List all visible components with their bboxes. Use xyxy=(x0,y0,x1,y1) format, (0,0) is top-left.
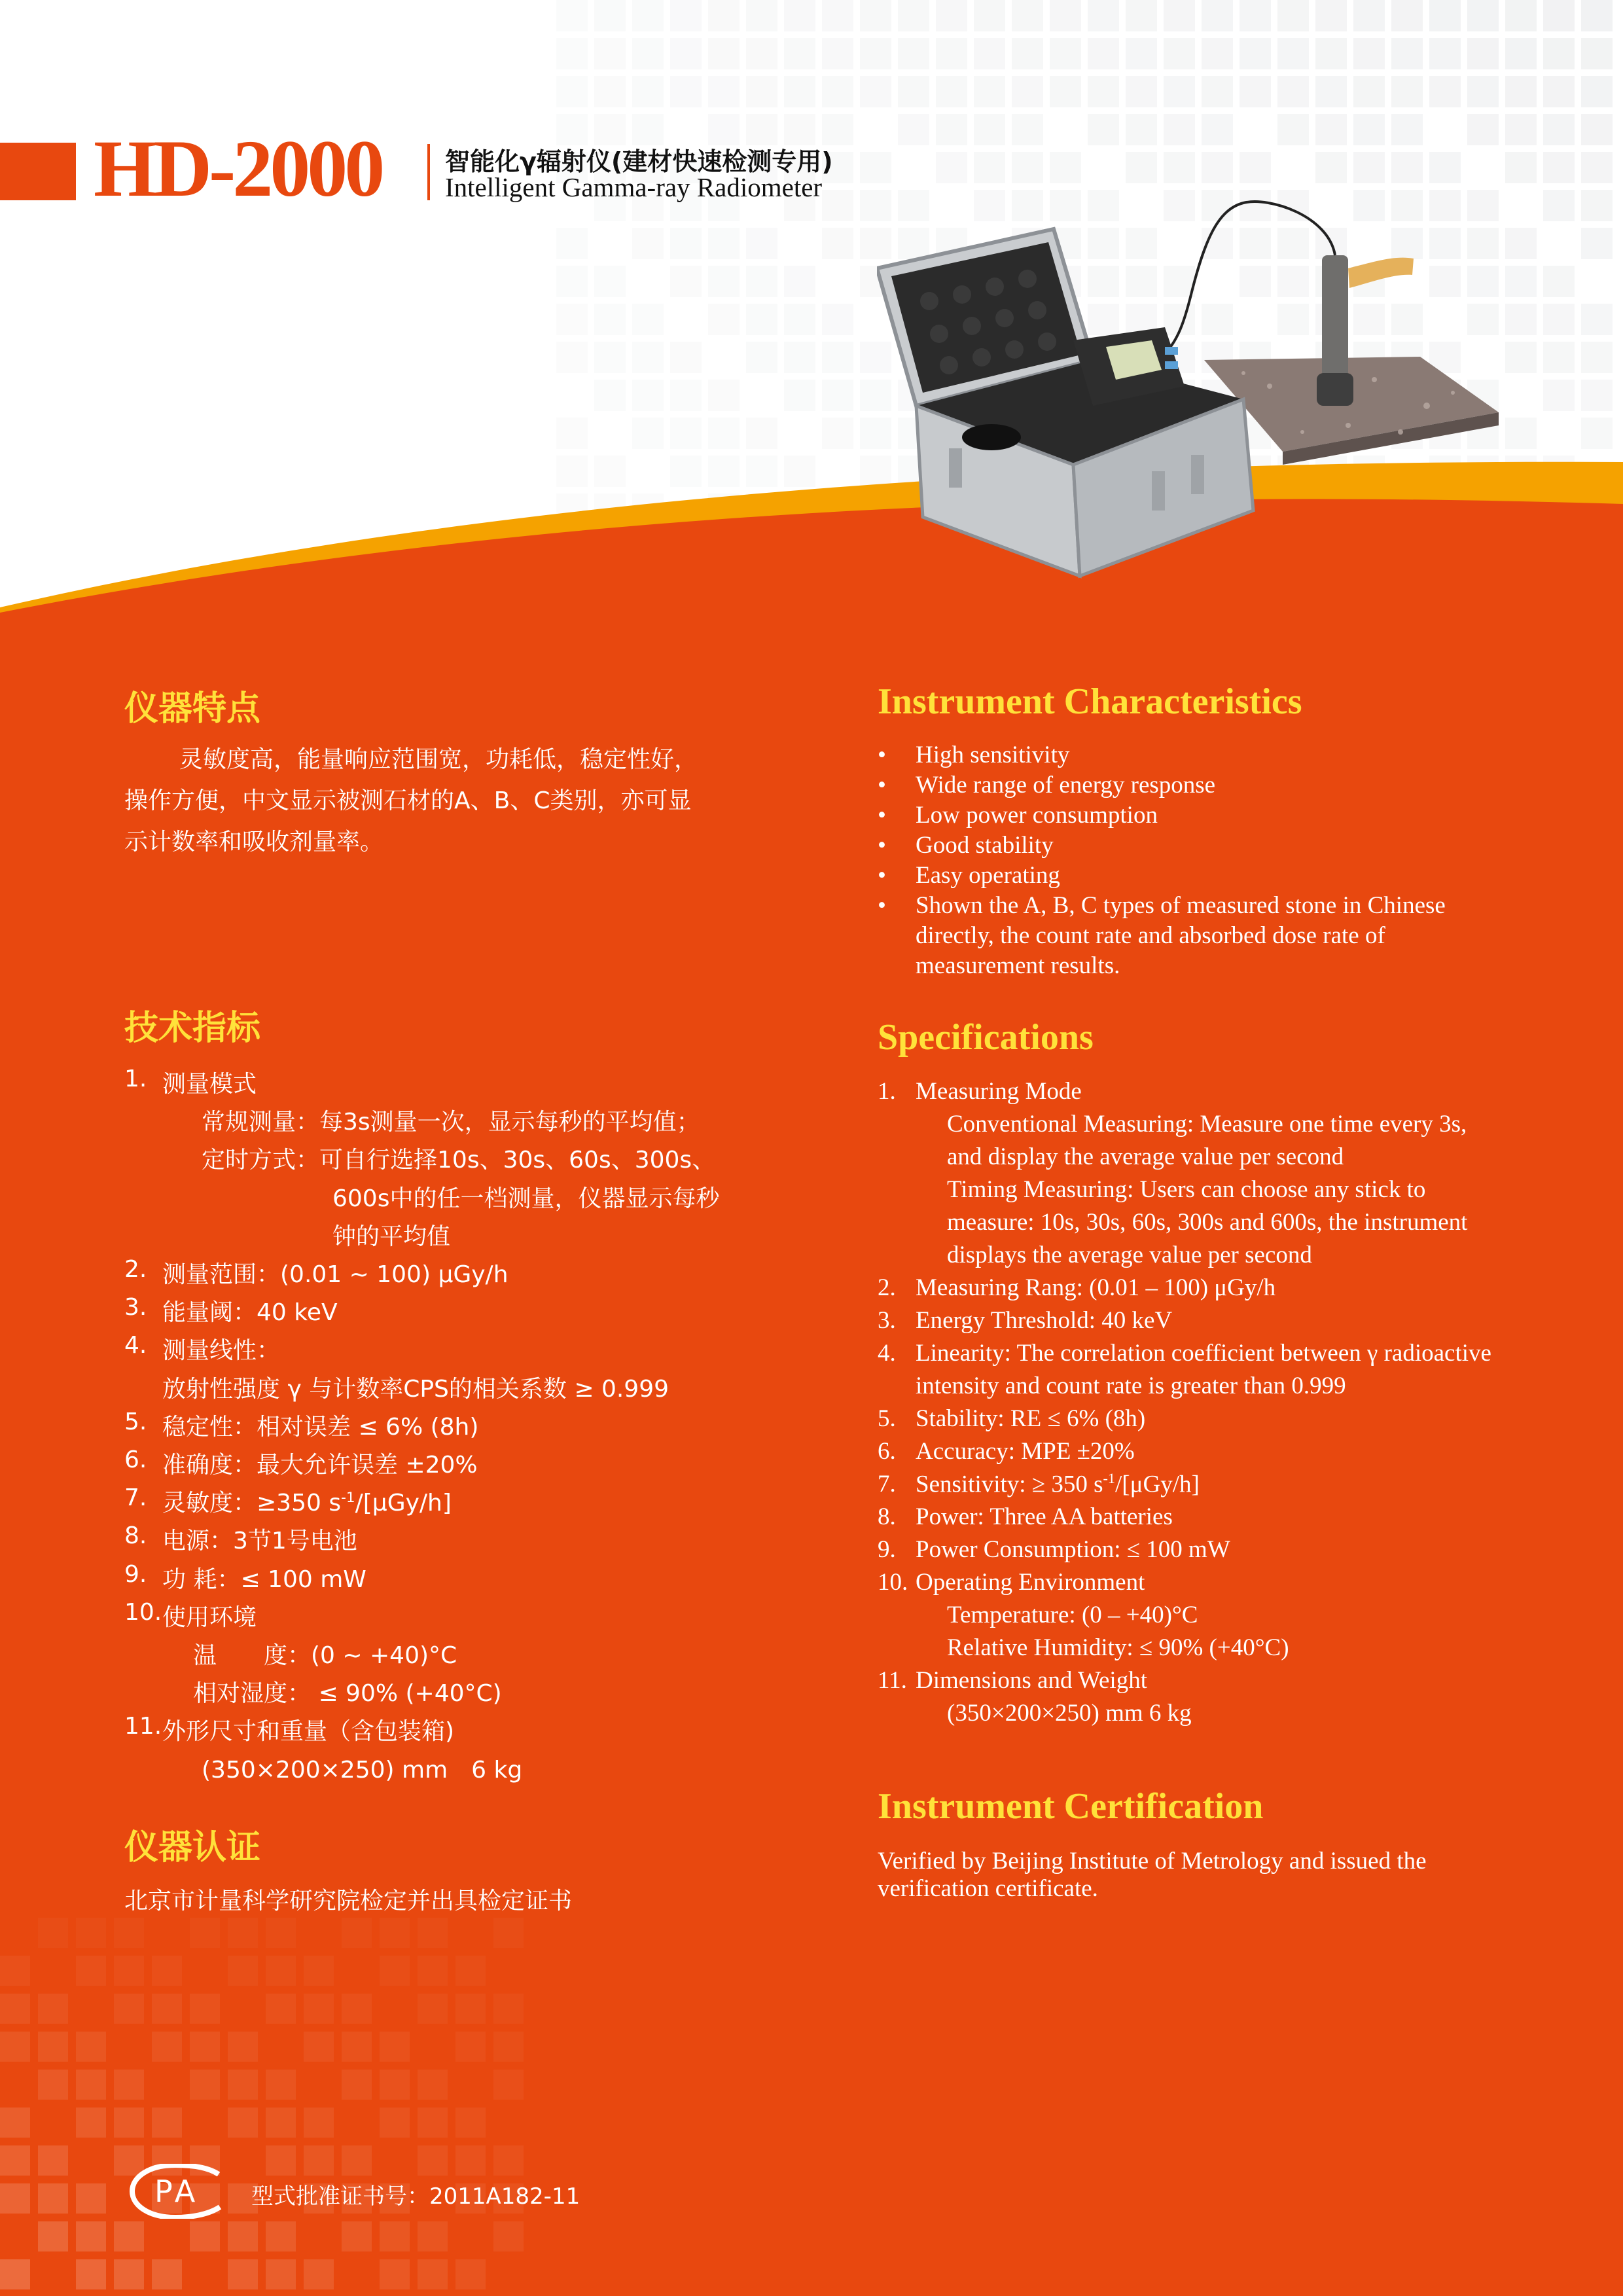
tile xyxy=(1581,38,1613,69)
tile xyxy=(784,76,815,107)
spec-line xyxy=(332,1180,719,1213)
spec-text: Temperature: (0 – +40)°C xyxy=(947,1602,1198,1628)
spec-line xyxy=(916,1306,1172,1335)
tile xyxy=(784,304,815,335)
tile xyxy=(0,2145,30,2176)
spec-text: 测量线性： xyxy=(162,1337,281,1365)
feature-item: • Good stability xyxy=(878,831,1506,861)
spec-number: 11. xyxy=(878,1667,907,1694)
spec-text: Timing Measuring: Users can choose any stick to xyxy=(947,1176,1426,1203)
spec-text: 准确度：最大允许误差 ±20% xyxy=(162,1452,478,1479)
spec-number: 8. xyxy=(878,1503,896,1530)
spec-number: 7. xyxy=(124,1484,147,1512)
en-features-list xyxy=(878,740,1506,981)
spec-number: 3. xyxy=(124,1294,147,1321)
spec-line xyxy=(916,1339,1491,1367)
spec-superscript: -1 xyxy=(1103,1470,1116,1486)
en-cert-heading: Instrument Certification xyxy=(878,1786,1264,1827)
spec-text: 能量阈：40 keV xyxy=(162,1299,338,1327)
spec-superscript: -1 xyxy=(341,1490,355,1507)
tile xyxy=(1581,0,1613,31)
spec-text: 稳定性：相对误差 ≤ 6% (8h) xyxy=(162,1413,479,1441)
spec-number: 1. xyxy=(878,1078,896,1105)
en-column xyxy=(878,0,1519,2296)
cn-features-line: 示计数率和吸收剂量率。 xyxy=(124,829,384,855)
tile xyxy=(822,0,853,31)
tile xyxy=(822,190,853,221)
tile xyxy=(784,266,815,297)
spec-text: Power Consumption: ≤ 100 mW xyxy=(916,1536,1230,1563)
spec-number: 8. xyxy=(124,1522,147,1550)
spec-text: Measuring Mode xyxy=(916,1078,1082,1105)
tile xyxy=(1581,152,1613,183)
spec-number: 3. xyxy=(878,1307,896,1334)
en-cert-line: verification certificate. xyxy=(878,1875,1098,1902)
tile xyxy=(784,114,815,145)
spec-text: Accuracy: MPE ±20% xyxy=(916,1438,1135,1465)
spec-line xyxy=(947,1699,1192,1727)
tile xyxy=(822,76,853,107)
feature-item: • Shown the A, B, C types of measured stone in Chinese directly, the count rate and absorbed dose rate of measurement results. xyxy=(878,891,1478,981)
tile xyxy=(822,228,853,259)
tile xyxy=(76,2221,106,2251)
spec-number: 2. xyxy=(124,1256,147,1283)
spec-line xyxy=(947,1634,1289,1662)
spec-line xyxy=(162,1446,478,1480)
feature-item: • Easy operating xyxy=(878,861,1506,891)
spec-label: 定时方式： xyxy=(202,1147,320,1174)
spec-line xyxy=(916,1568,1145,1596)
spec-number: 5. xyxy=(124,1408,147,1435)
tile xyxy=(822,380,853,411)
spec-line xyxy=(193,1637,457,1670)
spec-text: Power: Three AA batteries xyxy=(916,1503,1173,1530)
tile xyxy=(1581,76,1613,107)
spec-text: 放射性强度 γ 与计数率CPS的相关系数 ≥ 0.999 xyxy=(162,1375,669,1403)
tile xyxy=(1581,418,1613,449)
spec-number: 7. xyxy=(878,1471,896,1498)
tile xyxy=(822,114,853,145)
spec-line xyxy=(162,1599,257,1632)
spec-line xyxy=(162,1484,452,1518)
spec-line xyxy=(202,1141,715,1175)
cn-cert-heading: 仪器认证 xyxy=(124,1828,261,1867)
svg-text:PA: PA xyxy=(154,2174,200,2209)
spec-number: 5. xyxy=(878,1405,896,1432)
feature-item: • Low power consumption xyxy=(878,800,1506,831)
tile xyxy=(76,2183,106,2214)
en-features-heading: Instrument Characteristics xyxy=(878,681,1302,722)
spec-line xyxy=(947,1601,1198,1629)
spec-line xyxy=(916,1077,1082,1105)
spec-number: 10. xyxy=(124,1598,162,1626)
tile xyxy=(76,1956,106,1986)
tile xyxy=(38,2145,68,2176)
spec-text: Measuring Rang: (0.01 – 100) μGy/h xyxy=(916,1274,1276,1301)
tile xyxy=(822,38,853,69)
spec-number: 9. xyxy=(878,1536,896,1563)
tile xyxy=(822,304,853,335)
spec-text: Operating Environment xyxy=(916,1569,1145,1596)
spec-line xyxy=(162,1408,478,1442)
spec-number: 11. xyxy=(124,1713,162,1740)
spec-text-after: /[μGy/h] xyxy=(355,1490,452,1517)
spec-text: Energy Threshold: 40 keV xyxy=(916,1307,1173,1334)
tile xyxy=(1581,190,1613,221)
tile xyxy=(784,0,815,31)
spec-text: 相对湿度： ≤ 90% (+40°C) xyxy=(193,1680,502,1708)
cn-features-line: 操作方便，中文显示被测石材的A、B、C类别，亦可显 xyxy=(124,787,692,814)
tile xyxy=(1581,114,1613,145)
spec-text: and display the average value per second xyxy=(947,1143,1344,1170)
spec-line xyxy=(162,1713,454,1746)
spec-text: Linearity: The correlation coefficient between γ radioactive xyxy=(916,1340,1491,1367)
tile xyxy=(38,2032,68,2062)
cn-cert-text: 北京市计量科学研究院检定并出具检定证书 xyxy=(124,1888,573,1914)
tile xyxy=(0,2032,30,2062)
spec-text: 灵敏度：≥350 s xyxy=(162,1490,342,1517)
spec-number: 6. xyxy=(124,1446,147,1473)
tile xyxy=(1543,342,1575,373)
spec-line xyxy=(193,1675,502,1708)
spec-line xyxy=(947,1241,1312,1269)
tile xyxy=(0,2183,30,2214)
spec-line xyxy=(162,1332,280,1365)
spec-number: 10. xyxy=(878,1569,908,1596)
tile xyxy=(0,2259,30,2289)
tile xyxy=(1543,304,1575,335)
cn-column xyxy=(124,0,779,2296)
cpa-logo xyxy=(130,2164,228,2219)
spec-text-after: /[μGy/h] xyxy=(1115,1471,1200,1498)
spec-text: intensity and count rate is greater than 0.999 xyxy=(916,1372,1346,1399)
tile xyxy=(1543,266,1575,297)
tile xyxy=(1543,190,1575,221)
tile xyxy=(1581,228,1613,259)
tile xyxy=(38,1994,68,2024)
tile xyxy=(822,342,853,373)
header-accent-bar xyxy=(0,143,76,200)
product-title-en: Intelligent Gamma-ray Radiometer xyxy=(445,172,823,202)
tile xyxy=(0,2108,30,2138)
tile xyxy=(38,2070,68,2100)
spec-text: 功 耗：≤ 100 mW xyxy=(162,1566,366,1593)
spec-text: 测量范围：(0.01 ~ 100) μGy/h xyxy=(162,1261,508,1288)
spec-text: 测量模式 xyxy=(162,1071,257,1098)
spec-line xyxy=(162,1066,257,1099)
cn-specs-heading: 技术指标 xyxy=(124,1009,261,1048)
tile xyxy=(784,456,815,487)
spec-number: 1. xyxy=(124,1066,147,1092)
en-specs-heading: Specifications xyxy=(878,1017,1094,1058)
tile xyxy=(76,2259,106,2289)
tile xyxy=(38,2221,68,2251)
tile xyxy=(1543,0,1575,31)
feature-item: • Wide range of energy response xyxy=(878,770,1506,800)
spec-line xyxy=(947,1143,1344,1171)
product-title-cn: 智能化γ辐射仪(建材快速检测专用) xyxy=(445,147,833,176)
spec-line xyxy=(162,1522,357,1556)
spec-text: Sensitivity: ≥ 350 s xyxy=(916,1471,1103,1498)
spec-text: 外形尺寸和重量（含包装箱) xyxy=(162,1718,455,1746)
cn-features-heading: 仪器特点 xyxy=(124,689,261,728)
tile xyxy=(76,2032,106,2062)
tile xyxy=(76,2108,106,2138)
tile xyxy=(76,2070,106,2100)
spec-line xyxy=(162,1256,508,1289)
tile xyxy=(1543,114,1575,145)
spec-text: (350×200×250) mm 6 kg xyxy=(202,1756,523,1784)
spec-line xyxy=(916,1437,1135,1465)
tile xyxy=(1581,380,1613,411)
spec-text: 温 度：(0 ~ +40)°C xyxy=(193,1642,457,1669)
spec-line xyxy=(332,1218,450,1251)
spec-line xyxy=(947,1175,1425,1204)
tile xyxy=(0,1994,30,2024)
spec-line xyxy=(162,1294,338,1327)
spec-number: 4. xyxy=(124,1332,147,1359)
spec-text: Relative Humidity: ≤ 90% (+40°C) xyxy=(947,1634,1289,1661)
spec-text: Conventional Measuring: Measure one time every 3s, xyxy=(947,1111,1467,1138)
spec-line xyxy=(916,1503,1173,1531)
approval-certificate-text: 型式批准证书号：2011A182-11 xyxy=(251,2183,580,2210)
feature-item: • High sensitivity xyxy=(878,740,1506,770)
spec-text: Dimensions and Weight xyxy=(916,1667,1147,1694)
spec-line xyxy=(916,1535,1230,1564)
spec-line xyxy=(916,1274,1275,1302)
spec-text: 可自行选择10s、30s、60s、300s、 xyxy=(319,1147,716,1174)
tile xyxy=(1581,304,1613,335)
spec-line xyxy=(162,1561,366,1594)
en-cert-line: Verified by Beijing Institute of Metrology and issued the xyxy=(878,1848,1427,1874)
spec-line xyxy=(916,1666,1147,1695)
spec-line xyxy=(916,1405,1145,1433)
spec-line xyxy=(916,1470,1200,1498)
spec-line xyxy=(916,1372,1346,1400)
tile xyxy=(822,418,853,449)
spec-line xyxy=(947,1208,1467,1236)
spec-line xyxy=(202,1751,522,1785)
spec-line xyxy=(202,1103,700,1137)
spec-text: measure: 10s, 30s, 60s, 300s and 600s, the instrument xyxy=(947,1209,1468,1236)
spec-line xyxy=(162,1371,669,1404)
tile xyxy=(1543,76,1575,107)
spec-number: 9. xyxy=(124,1560,147,1588)
tile xyxy=(0,1956,30,1986)
tile xyxy=(1543,38,1575,69)
spec-line xyxy=(947,1110,1467,1138)
spec-text: Stability: RE ≤ 6% (8h) xyxy=(916,1405,1146,1432)
tile xyxy=(784,38,815,69)
tile xyxy=(784,380,815,411)
cn-features-line: 灵敏度高，能量响应范围宽，功耗低，稳定性好， xyxy=(179,746,698,773)
spec-text: 使用环境 xyxy=(162,1604,257,1631)
spec-text: 钟的平均值 xyxy=(332,1223,451,1250)
spec-number: 2. xyxy=(878,1274,896,1301)
spec-label: 常规测量： xyxy=(202,1109,320,1136)
tile xyxy=(38,1918,68,1948)
spec-text: 600s中的任一档测量，仪器显示每秒 xyxy=(332,1185,720,1212)
tile xyxy=(1581,342,1613,373)
tile xyxy=(76,1918,106,1948)
model-name: HD-2000 xyxy=(94,124,382,213)
spec-text: (350×200×250) mm 6 kg xyxy=(947,1700,1192,1727)
spec-text: displays the average value per second xyxy=(947,1242,1312,1268)
spec-number: 4. xyxy=(878,1340,896,1367)
spec-text: 每3s测量一次，显示每秒的平均值； xyxy=(319,1109,700,1136)
tile xyxy=(38,2183,68,2214)
spec-text: 电源：3节1号电池 xyxy=(162,1528,357,1555)
spec-number: 6. xyxy=(878,1438,896,1465)
tile xyxy=(784,342,815,373)
tile xyxy=(1543,152,1575,183)
tile xyxy=(1543,380,1575,411)
